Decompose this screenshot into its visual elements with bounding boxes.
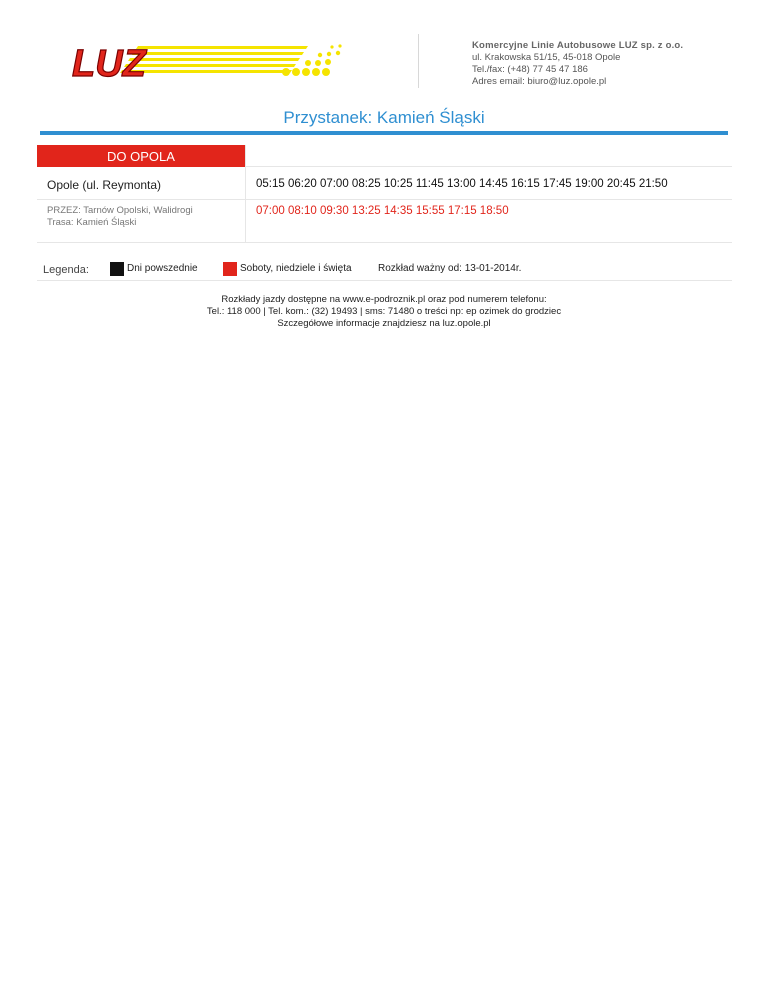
legend: [37, 252, 732, 281]
direction-header: DO OPOLA: [37, 145, 245, 167]
company-info: [472, 40, 683, 88]
luz-logo: [68, 38, 348, 86]
destination: Opole (ul. Reymonta): [47, 178, 162, 192]
footer-line-2: Tel.: 118 000 | Tel. kom.: (32) 19493 | sms: 71480 o treści np: ep ozimek do grodziec: [206, 306, 562, 317]
valid-from: Rozkład ważny od: 13-01-2014r.: [378, 263, 522, 274]
legend-label: Legenda:: [43, 264, 89, 276]
weekday-times: 05:15 06:20 07:00 08:25 10:25 11:45 13:00 14:45 16:15 17:45 19:00 20:45 21:50: [256, 178, 668, 190]
legend-weekdays: Dni powszednie: [127, 263, 198, 274]
route-name: Trasa: Kamień Śląski: [47, 217, 137, 228]
header-divider: [418, 34, 419, 88]
via-stops: PRZEZ: Tarnów Opolski, Walidrogi: [47, 205, 193, 216]
column-separator: [245, 167, 246, 242]
footer: [0, 294, 768, 330]
footer-line-3: Szczegółowe informacje znajdziesz na luz.opole.pl: [277, 318, 491, 329]
logo-stripes: [120, 46, 308, 73]
company-email: Adres email: biuro@luz.opole.pl: [472, 76, 607, 87]
title-rule: [40, 131, 728, 135]
company-phone: Tel./fax: (+48) 77 45 47 186: [472, 64, 588, 75]
timetable-row-weekend: [37, 200, 732, 243]
stop-title: Przystanek: Kamień Śląski: [283, 108, 485, 127]
weekday-swatch: [110, 262, 124, 276]
company-name: Komercyjne Linie Autobusowe LUZ sp. z o.o.: [472, 40, 684, 51]
logo-text: LUZ: [72, 43, 146, 85]
footer-line-1: Rozkłady jazdy dostępne na www.e-podroznik.pl oraz pod numerem telefonu:: [221, 294, 547, 305]
weekend-swatch: [223, 262, 237, 276]
company-address: ul. Krakowska 51/15, 45-018 Opole: [472, 52, 621, 63]
weekend-times: 07:00 08:10 09:30 13:25 14:35 15:55 17:15 18:50: [256, 205, 509, 217]
timetable-row-weekday: [37, 167, 732, 200]
route-info: [47, 205, 193, 229]
direction-separator: [245, 145, 246, 167]
legend-weekends: Soboty, niedziele i święta: [240, 263, 352, 274]
